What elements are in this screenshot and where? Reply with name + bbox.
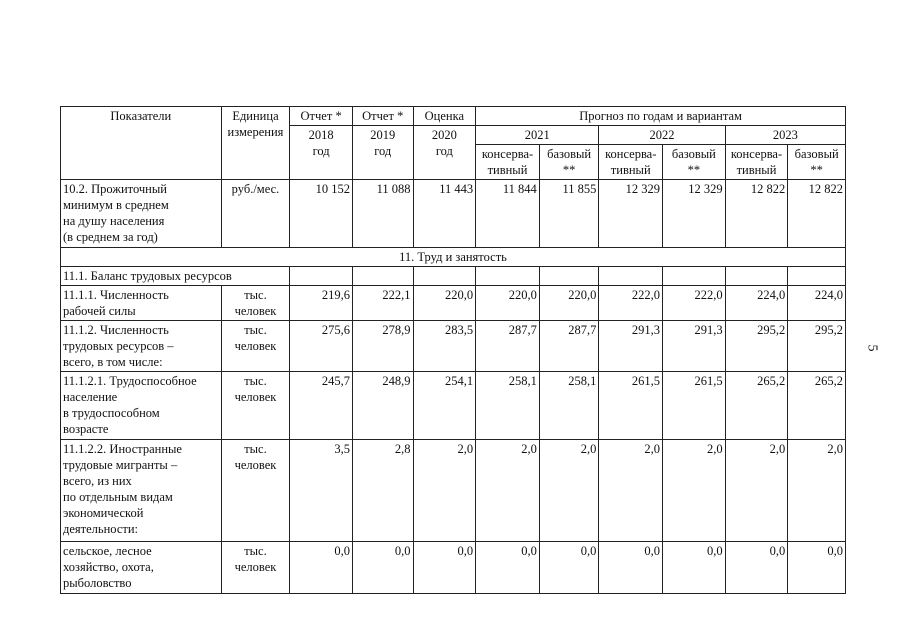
cell-value: 0,0 xyxy=(476,542,540,594)
row-unit: руб./мес. xyxy=(221,180,290,248)
cell-value: 287,7 xyxy=(539,321,599,372)
header-row-1 xyxy=(61,107,846,126)
empty-cell xyxy=(352,267,413,286)
row-label: 11.1.1. Численность рабочей силы xyxy=(61,286,222,321)
header-year-2019: 2019 год xyxy=(352,126,413,180)
cell-value: 2,0 xyxy=(725,440,788,542)
section-title: 11. Труд и занятость xyxy=(61,248,846,267)
row-unit: тыс. человек xyxy=(221,440,290,542)
row-label: 11.1.2.2. Иностранные трудовые мигранты – всего, из них по отдельным видам экономической деятельности: xyxy=(61,440,222,542)
table-row xyxy=(61,180,846,248)
section-row xyxy=(61,248,846,267)
cell-value: 258,1 xyxy=(476,372,540,440)
cell-value: 265,2 xyxy=(788,372,846,440)
cell-value: 295,2 xyxy=(725,321,788,372)
header-year-2020: 2020 год xyxy=(413,126,476,180)
header-conservative-2022: консерва- тивный xyxy=(599,145,663,180)
cell-value: 3,5 xyxy=(290,440,353,542)
header-report-2019: Отчет * xyxy=(352,107,413,126)
cell-value: 0,0 xyxy=(599,542,663,594)
cell-value: 0,0 xyxy=(788,542,846,594)
cell-value: 2,0 xyxy=(788,440,846,542)
table-row xyxy=(61,321,846,372)
cell-value: 265,2 xyxy=(725,372,788,440)
header-year-2022: 2022 xyxy=(599,126,725,145)
row-unit: тыс. человек xyxy=(221,321,290,372)
header-conservative-2023: консерва- тивный xyxy=(725,145,788,180)
empty-cell xyxy=(413,267,476,286)
empty-cell xyxy=(476,267,540,286)
cell-value: 11 088 xyxy=(352,180,413,248)
cell-value: 261,5 xyxy=(599,372,663,440)
cell-value: 2,0 xyxy=(476,440,540,542)
cell-value: 220,0 xyxy=(539,286,599,321)
row-unit: тыс. человек xyxy=(221,372,290,440)
cell-value: 278,9 xyxy=(352,321,413,372)
row-unit: тыс. человек xyxy=(221,542,290,594)
page-number: 5 xyxy=(864,344,880,352)
empty-cell xyxy=(788,267,846,286)
cell-value: 248,9 xyxy=(352,372,413,440)
cell-value: 11 844 xyxy=(476,180,540,248)
header-year-2018: 2018 год xyxy=(290,126,353,180)
row-label: сельское, лесное хозяйство, охота, рыболовство xyxy=(61,542,222,594)
cell-value: 0,0 xyxy=(663,542,726,594)
table-row xyxy=(61,542,846,594)
table-row xyxy=(61,440,846,542)
cell-value: 12 329 xyxy=(663,180,726,248)
cell-value: 10 152 xyxy=(290,180,353,248)
header-base-2023: базовый ** xyxy=(788,145,846,180)
cell-value: 0,0 xyxy=(413,542,476,594)
cell-value: 254,1 xyxy=(413,372,476,440)
header-base-2022: базовый ** xyxy=(663,145,726,180)
cell-value: 0,0 xyxy=(290,542,353,594)
cell-value: 220,0 xyxy=(413,286,476,321)
empty-cell xyxy=(663,267,726,286)
header-unit: Единица измерения xyxy=(221,107,290,180)
row-label: 11.1. Баланс трудовых ресурсов xyxy=(61,267,290,286)
row-label: 10.2. Прожиточный минимум в среднем на душу населения (в среднем за год) xyxy=(61,180,222,248)
cell-value: 275,6 xyxy=(290,321,353,372)
cell-value: 283,5 xyxy=(413,321,476,372)
cell-value: 0,0 xyxy=(352,542,413,594)
cell-value: 222,0 xyxy=(663,286,726,321)
cell-value: 258,1 xyxy=(539,372,599,440)
header-year-2023: 2023 xyxy=(725,126,845,145)
cell-value: 12 822 xyxy=(725,180,788,248)
table-row xyxy=(61,267,846,286)
cell-value: 291,3 xyxy=(599,321,663,372)
cell-value: 222,1 xyxy=(352,286,413,321)
cell-value: 2,0 xyxy=(663,440,726,542)
cell-value: 0,0 xyxy=(539,542,599,594)
empty-cell xyxy=(599,267,663,286)
table-row xyxy=(61,372,846,440)
cell-value: 219,6 xyxy=(290,286,353,321)
header-forecast: Прогноз по годам и вариантам xyxy=(476,107,846,126)
cell-value: 12 822 xyxy=(788,180,846,248)
empty-cell xyxy=(725,267,788,286)
cell-value: 12 329 xyxy=(599,180,663,248)
header-year-2021: 2021 xyxy=(476,126,599,145)
row-label: 11.1.2. Численность трудовых ресурсов – всего, в том числе: xyxy=(61,321,222,372)
cell-value: 261,5 xyxy=(663,372,726,440)
cell-value: 220,0 xyxy=(476,286,540,321)
cell-value: 2,0 xyxy=(413,440,476,542)
header-conservative-2021: консерва- тивный xyxy=(476,145,540,180)
cell-value: 245,7 xyxy=(290,372,353,440)
cell-value: 222,0 xyxy=(599,286,663,321)
row-label: 11.1.2.1. Трудоспособное население в трудоспособном возрасте xyxy=(61,372,222,440)
header-report-2018: Отчет * xyxy=(290,107,353,126)
header-estimate-2020: Оценка xyxy=(413,107,476,126)
cell-value: 224,0 xyxy=(725,286,788,321)
cell-value: 224,0 xyxy=(788,286,846,321)
cell-value: 2,0 xyxy=(539,440,599,542)
cell-value: 291,3 xyxy=(663,321,726,372)
table-row xyxy=(61,286,846,321)
cell-value: 2,8 xyxy=(352,440,413,542)
cell-value: 11 855 xyxy=(539,180,599,248)
cell-value: 11 443 xyxy=(413,180,476,248)
cell-value: 2,0 xyxy=(599,440,663,542)
cell-value: 287,7 xyxy=(476,321,540,372)
header-base-2021: базовый ** xyxy=(539,145,599,180)
cell-value: 0,0 xyxy=(725,542,788,594)
row-unit: тыс. человек xyxy=(221,286,290,321)
header-indicators: Показатели xyxy=(61,107,222,180)
empty-cell xyxy=(539,267,599,286)
empty-cell xyxy=(290,267,353,286)
forecast-table xyxy=(60,106,846,594)
cell-value: 295,2 xyxy=(788,321,846,372)
